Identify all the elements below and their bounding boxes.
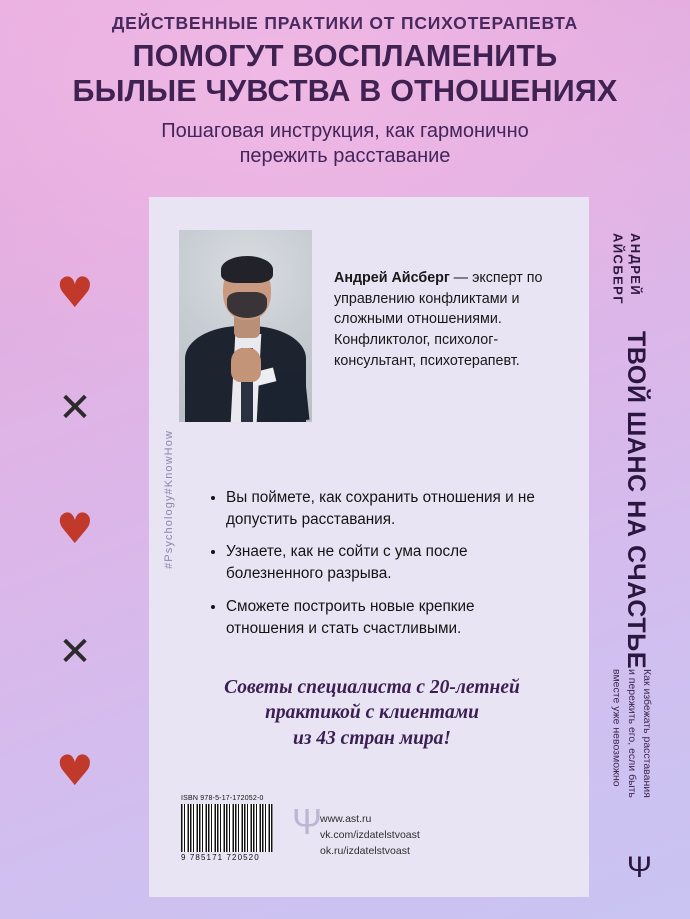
link-ok[interactable]: ok.ru/izdatelstvoast [320,844,410,857]
promo-line-2: практикой с клиентами [265,702,479,724]
spine-author [609,233,644,305]
author-name: Андрей Айсберг [334,270,450,286]
kicker-text: ДЕЙСТВЕННЫЕ ПРАКТИКИ ОТ ПСИХОТЕРАПЕВТА [111,13,579,33]
isbn-text: ISBN 978-5-17-172052-0 [181,795,264,802]
psi-logo-icon: Ψ [292,801,323,842]
list-item: • Вы поймете, как сохранить отношения и не допустить расставания. [226,487,538,530]
subheadline-line-1: Пошаговая инструкция, как гармонично [161,119,529,142]
cross-icon: ✕ [58,385,92,431]
cross-icon: ✕ [58,629,92,675]
subheadline-line-2: пережить расставание [239,144,451,167]
author-bio [334,268,546,372]
publisher-links [320,812,420,859]
headline-block [0,14,690,169]
author-bio-rest: — эксперт по управлению конфликтами и сложными отношениями. Конфликтолог, психолог-консультант, психотерапевт. [334,270,543,369]
spine-title: ТВОЙ ШАНС НА СЧАСТЬЕ [622,331,650,670]
spine-subtitle [608,669,654,798]
subheadline-text [0,119,690,169]
promo-text [172,675,572,751]
headline-line-1: ПОМОГУТ ВОСПЛАМЕНИТЬ [132,39,558,74]
link-website[interactable]: www.ast.ru [320,813,372,825]
spine-author-line-1: АНДРЕЙ [628,233,643,297]
spine-psi-logo-icon: Ψ [626,851,652,884]
barcode-number: 9 785171 720520 [181,853,260,862]
photo-beard [227,292,267,318]
promo-line-3: из 43 стран мира! [292,727,452,749]
spine-subtitle-line-2: и пережить его, если быть [625,669,638,798]
spine-author-line-2: АЙСБЕРГ [610,233,626,305]
promo-line-1: Советы специалиста с 20-летней [224,677,520,698]
series-hashtag: #Psychology#KnowHow [163,430,175,569]
decorative-column [0,260,149,820]
author-photo [179,230,312,422]
heart-icon: ♥ [56,268,94,317]
headline-line-2: БЫЛЫЕ ЧУВСТВА В ОТНОШЕНИЯХ [72,74,618,109]
barcode-bars [181,804,273,852]
link-vk[interactable]: vk.com/izdatelstvoast [320,828,420,841]
book-spine [589,197,690,897]
list-item: • Узнаете, как не сойти с ума после болезненного разрыва. [226,541,538,584]
barcode [181,795,273,862]
spine-subtitle-line-1: Как избежать расставания [641,669,653,798]
heart-icon: ♥ [56,504,94,553]
photo-hair [221,256,273,283]
benefits-list [208,487,538,650]
headline-text [0,39,690,109]
photo-hand [231,348,261,382]
heart-icon: ♥ [56,746,94,795]
list-item: • Сможете построить новые крепкие отношения и стать счастливыми. [226,596,538,639]
spine-subtitle-line-3: вместе уже невозможно [610,669,623,787]
